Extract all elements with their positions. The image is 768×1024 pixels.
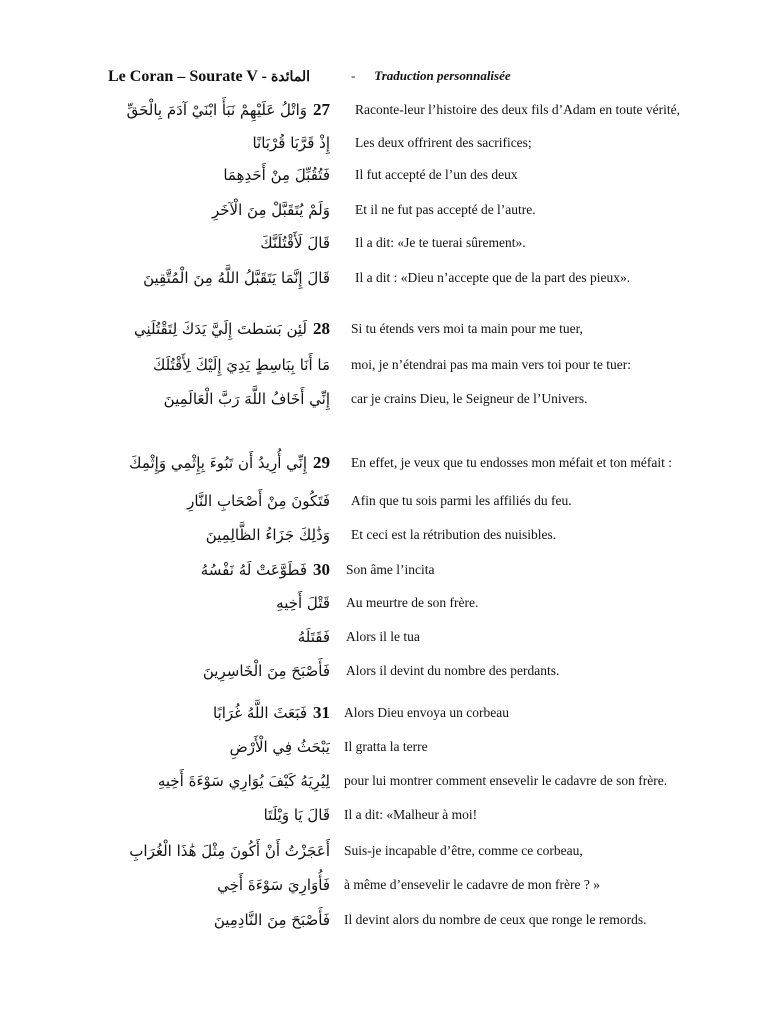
arabic-verse: فَتُقُبِّلَ مِنْ أَحَدِهِمَا <box>223 166 330 184</box>
translation-title: Traduction personnalisée <box>374 68 511 83</box>
arabic-text <box>0 555 330 585</box>
verse-line <box>0 486 768 516</box>
french-translation: car je crains Dieu, le Seigneur de l’Univers. <box>351 391 588 406</box>
french-translation: En effet, je veux que tu endosses mon méfait et ton méfait : <box>351 455 673 470</box>
verse-line <box>0 448 768 478</box>
arabic-text <box>0 766 330 796</box>
french-translation: Son âme l’incita <box>346 562 435 577</box>
title-french: Le Coran – Sourate V - <box>108 68 267 85</box>
arabic-verse: إِنِّي أَخَافُ اللَّهَ رَبَّ الْعَالَمِينَ <box>163 390 330 408</box>
french-translation: Et il ne fut pas accepté de l’autre. <box>355 202 536 217</box>
french-translation: Il devint alors du nombre de ceux que ronge le remords. <box>344 912 647 927</box>
verse-line <box>0 384 768 414</box>
verse-line <box>0 350 768 380</box>
french-translation: à même d’ensevelir le cadavre de mon frère ? » <box>344 877 600 892</box>
french-translation: Alors il devint du nombre des perdants. <box>346 663 560 678</box>
verse-line <box>0 263 768 293</box>
arabic-verse: قَالَ إِنَّمَا يَتَقَبَّلُ اللَّهُ مِنَ الْمُتَّقِينَ <box>143 269 330 287</box>
french-translation: Et ceci est la rétribution des nuisibles. <box>351 527 557 542</box>
french-translation: Afin que tu sois parmi les affiliés du feu. <box>351 493 572 508</box>
arabic-text <box>0 656 330 686</box>
arabic-verse: فَبَعَثَ اللَّهُ غُرَابًا <box>213 704 307 722</box>
arabic-text <box>0 195 330 225</box>
arabic-text <box>0 588 330 618</box>
french-translation: Au meurtre de son frère. <box>346 595 479 610</box>
verse-line <box>0 95 768 125</box>
verse-line <box>0 766 768 796</box>
verse-line <box>0 555 768 585</box>
arabic-verse: قَتْلَ أَخِيهِ <box>276 594 330 612</box>
french-translation: Il fut accepté de l’un des deux <box>355 167 518 182</box>
arabic-verse: فَأَصْبَحَ مِنَ الْخَاسِرِينَ <box>202 662 330 680</box>
arabic-text <box>0 350 330 380</box>
arabic-verse: إِنِّي أُرِيدُ أَن تَبُوءَ بِإِثْمِي وَإِثْمِكَ <box>129 454 307 472</box>
arabic-text <box>0 698 330 728</box>
verse-line <box>0 800 768 830</box>
verse-line <box>0 622 768 652</box>
verse-line <box>0 195 768 225</box>
arabic-text <box>0 732 330 762</box>
arabic-verse: وَاتْلُ عَلَيْهِمْ نَبَأَ ابْنَيْ آدَمَ بِالْحَقِّ <box>126 101 307 119</box>
french-translation: Il a dit: «Malheur à moi! <box>344 807 478 822</box>
arabic-text <box>0 448 330 478</box>
verse-number: 29 <box>313 453 330 472</box>
french-translation: Alors Dieu envoya un corbeau <box>344 705 509 720</box>
arabic-verse: قَالَ لَأَقْتُلَنَّكَ <box>260 234 330 252</box>
verse-line <box>0 656 768 686</box>
arabic-verse: وَذَٰلِكَ جَزَاءُ الظَّالِمِينَ <box>205 526 330 544</box>
arabic-text <box>0 95 330 125</box>
arabic-verse: أَعَجَزْتُ أَنْ أَكُونَ مِثْلَ هَٰذَا الْغُرَابِ <box>129 842 330 860</box>
french-translation: pour lui montrer comment ensevelir le cadavre de son frère. <box>344 773 668 788</box>
arabic-verse: وَلَمْ يُتَقَبَّلْ مِنَ الْآخَرِ <box>211 201 330 219</box>
arabic-verse: فَتَكُونَ مِنْ أَصْحَابِ النَّارِ <box>187 492 330 510</box>
arabic-text <box>0 384 330 414</box>
verse-line <box>0 160 768 190</box>
french-translation: Il gratta la terre <box>344 739 428 754</box>
verse-line <box>0 698 768 728</box>
verse-line <box>0 732 768 762</box>
french-translation: Raconte-leur l’histoire des deux fils d’Adam en toute vérité, <box>355 102 681 117</box>
arabic-verse: فَأُوَارِيَ سَوْءَةَ أَخِي <box>217 876 330 894</box>
verse-number: 27 <box>313 100 330 119</box>
french-translation: Les deux offrirent des sacrifices; <box>355 135 532 150</box>
arabic-verse: لَئِن بَسَطتَ إِلَيَّ يَدَكَ لِتَقْتُلَنِي <box>133 320 307 338</box>
arabic-verse: لِيُرِيَهُ كَيْفَ يُوَارِي سَوْءَةَ أَخِيهِ <box>157 772 330 790</box>
verse-line <box>0 905 768 935</box>
verse-number: 28 <box>313 319 330 338</box>
heading-dash: - <box>351 68 356 83</box>
verse-number: 31 <box>313 703 330 722</box>
translation-heading <box>351 68 511 84</box>
french-translation: Il a dit : «Dieu n’accepte que de la part des pieux». <box>355 270 631 285</box>
french-translation: moi, je n’étendrai pas ma main vers toi pour te tuer: <box>351 357 632 372</box>
arabic-text <box>0 263 330 293</box>
arabic-text <box>0 836 330 866</box>
verse-line <box>0 520 768 550</box>
arabic-verse: فَأَصْبَحَ مِنَ النَّادِمِينَ <box>213 911 330 929</box>
arabic-verse: إِذْ قَرَّبَا قُرْبَانًا <box>252 134 330 152</box>
arabic-verse: فَطَوَّعَتْ لَهُ نَفْسُهُ <box>200 561 307 579</box>
arabic-text <box>0 314 330 344</box>
verse-number: 30 <box>313 560 330 579</box>
arabic-verse: يَبْحَثُ فِي الْأَرْضِ <box>229 738 330 756</box>
french-translation: Il a dit: «Je te tuerai sûrement». <box>355 235 526 250</box>
french-translation: Suis-je incapable d’être, comme ce corbeau, <box>344 843 583 858</box>
arabic-verse: مَا أَنَا بِبَاسِطٍ يَدِيَ إِلَيْكَ لِأَقْتُلَكَ <box>153 356 330 374</box>
verse-line <box>0 870 768 900</box>
arabic-text <box>0 905 330 935</box>
arabic-text <box>0 800 330 830</box>
title-arabic: المائدة <box>270 70 311 85</box>
arabic-text <box>0 622 330 652</box>
arabic-text <box>0 520 330 550</box>
verse-line <box>0 128 768 158</box>
arabic-text <box>0 128 330 158</box>
arabic-text <box>0 228 330 258</box>
french-translation: Alors il le tua <box>346 629 420 644</box>
arabic-text <box>0 486 330 516</box>
verse-line <box>0 836 768 866</box>
verse-line <box>0 228 768 258</box>
arabic-verse: فَقَتَلَهُ <box>297 628 330 646</box>
verse-line <box>0 588 768 618</box>
verse-line <box>0 314 768 344</box>
arabic-text <box>0 160 330 190</box>
french-translation: Si tu étends vers moi ta main pour me tuer, <box>351 321 583 336</box>
arabic-text <box>0 870 330 900</box>
arabic-verse: قَالَ يَا وَيْلَتَا <box>263 806 330 824</box>
document-title <box>108 68 340 86</box>
